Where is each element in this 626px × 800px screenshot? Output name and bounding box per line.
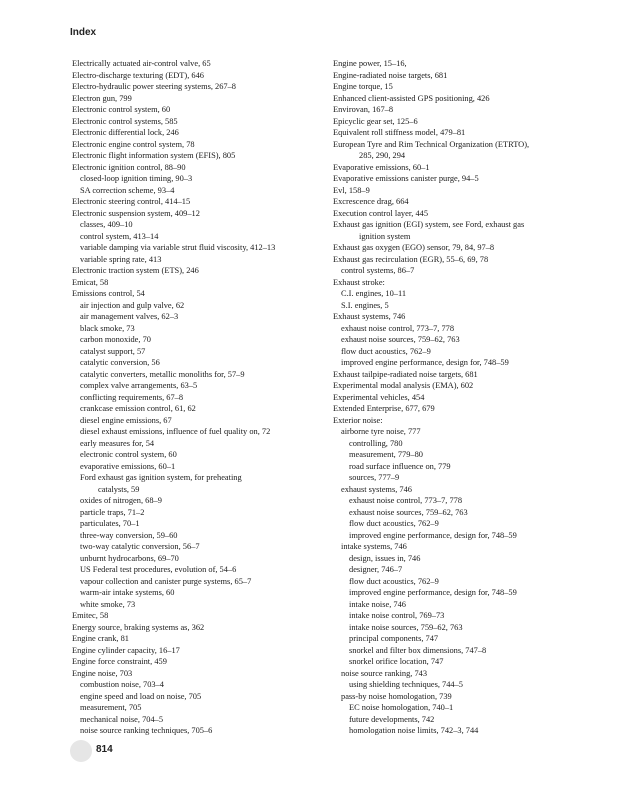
index-entry: exhaust noise sources, 759–62, 763: [341, 335, 460, 344]
index-entry: oxides of nitrogen, 68–9: [80, 496, 162, 505]
index-entry: classes, 409–10: [80, 220, 133, 229]
page-tab-marker: [70, 740, 92, 762]
index-entry: diesel exhaust emissions, influence of fuel quality on, 72: [80, 427, 271, 436]
index-entry: evaporative emissions, 60–1: [80, 461, 176, 471]
index-entry: EC noise homologation, 740–1: [349, 703, 454, 712]
index-entry: pass-by noise homologation, 739: [341, 691, 452, 701]
index-entry: Electro-discharge texturing (EDT), 646: [72, 70, 204, 80]
index-entry: diesel engine emissions, 67: [80, 415, 172, 425]
index-entry: C.I. engines, 10–11: [341, 289, 407, 298]
index-entry: crankcase emission control, 61, 62: [80, 404, 196, 413]
index-entry: intake noise control, 769–73: [349, 611, 445, 620]
index-entry: particle traps, 71–2: [80, 507, 145, 517]
index-entry: Experimental vehicles, 454: [333, 392, 425, 402]
index-entry: intake noise, 746: [349, 599, 406, 609]
index-entry: measurement, 705: [80, 703, 142, 712]
index-entry: catalytic converters, metallic monoliths for, 57–9: [80, 369, 245, 379]
index-entry: Electronic ignition control, 88–90: [72, 162, 186, 172]
index-entry: snorkel and filter box dimensions, 747–8: [349, 645, 487, 655]
index-entry: ignition system: [359, 231, 411, 241]
index-entry: conflicting requirements, 67–8: [80, 392, 184, 402]
index-entry: flow duct acoustics, 762–9: [349, 519, 439, 528]
index-entry: Electronic differential lock, 246: [72, 128, 179, 137]
index-entry: vapour collection and canister purge systems, 65–7: [80, 576, 252, 586]
index-entry: Exhaust tailpipe-radiated noise targets, 681: [333, 369, 478, 379]
index-entry: Engine torque, 15: [333, 82, 393, 91]
index-entry: Emitec, 58: [72, 611, 109, 620]
index-entry: electronic control system, 60: [80, 450, 177, 459]
index-entry: exhaust noise control, 773–7, 778: [341, 323, 455, 333]
index-entry: three-way conversion, 59–60: [80, 530, 178, 540]
index-entry: Engine noise, 703: [72, 668, 133, 678]
index-entry: airborne tyre noise, 777: [341, 427, 421, 436]
index-entry: principal components, 747: [349, 634, 439, 643]
index-entry: Ford exhaust gas ignition system, for preheating: [80, 473, 242, 482]
index-entry: Exhaust gas ignition (EGI) system, see Ford, exhaust gas: [333, 220, 525, 229]
index-entry: variable spring rate, 413: [80, 254, 162, 264]
index-entry: Energy source, braking systems as, 362: [72, 622, 205, 632]
index-entry: carbon monoxide, 70: [80, 335, 151, 344]
index-entry: Electro-hydraulic power steering systems, 267–8: [72, 82, 236, 91]
index-entry: mechanical noise, 704–5: [80, 714, 164, 724]
index-entry: control system, 413–14: [80, 231, 159, 241]
index-entry: Evl, 158–9: [333, 185, 370, 195]
index-entry: Enhanced client-assisted GPS positioning, 426: [333, 93, 490, 103]
index-entry: Engine-radiated noise targets, 681: [333, 70, 448, 80]
index-entry: road surface influence on, 779: [349, 461, 451, 471]
index-entry: 285, 290, 294: [359, 151, 406, 160]
index-entry: unburnt hydrocarbons, 69–70: [80, 553, 179, 563]
index-entry: flow duct acoustics, 762–9: [349, 576, 439, 586]
index-entry: Exhaust stroke:: [333, 277, 385, 287]
index-entry: Engine crank, 81: [72, 634, 129, 643]
index-entry: Electronic traction system (ETS), 246: [72, 266, 199, 275]
index-column-right: [333, 58, 595, 737]
index-entry: future developments, 742: [349, 714, 435, 724]
index-entry: Electrically actuated air-control valve, 65: [72, 59, 211, 68]
index-entry: catalyst support, 57: [80, 346, 146, 356]
index-entry: using shielding techniques, 744–5: [349, 680, 463, 689]
index-entry: designer, 746–7: [349, 565, 403, 574]
index-entry: exhaust systems, 746: [341, 484, 412, 494]
index-entry: Equivalent roll stiffness model, 479–81: [333, 128, 466, 137]
index-entry: white smoke, 73: [80, 599, 136, 609]
index-entry: early measures for, 54: [80, 438, 155, 448]
index-entry: Epicyclic gear set, 125–6: [333, 116, 418, 126]
index-entry: warm-air intake systems, 60: [80, 588, 175, 597]
index-entry: sources, 777–9: [349, 473, 400, 482]
index-entry: catalysts, 59: [98, 484, 140, 494]
index-entry: variable damping via variable strut fluid viscosity, 412–13: [80, 243, 276, 252]
index-entry: Electronic control system, 60: [72, 105, 171, 114]
index-entry: European Tyre and Rim Technical Organization (ETRTO),: [333, 139, 530, 149]
index-entry: intake systems, 746: [341, 542, 407, 551]
index-entry: Evaporative emissions, 60–1: [333, 162, 430, 172]
index-entry: control systems, 86–7: [341, 266, 415, 275]
index-entry: closed-loop ignition timing, 90–3: [80, 174, 193, 183]
index-entry: Emicat, 58: [72, 277, 109, 287]
index-entry: SA correction scheme, 93–4: [80, 185, 175, 195]
index-entry: snorkel orifice location, 747: [349, 657, 444, 666]
index-entry: Engine power, 15–16,: [333, 59, 407, 68]
index-entry: particulates, 70–1: [80, 519, 140, 528]
index-entry: Exhaust gas oxygen (EGO) sensor, 79, 84, 97–8: [333, 243, 495, 252]
index-entry: intake noise sources, 759–62, 763: [349, 622, 463, 632]
index-entry: Exhaust gas recirculation (EGR), 55–6, 69, 78: [333, 254, 489, 264]
index-entry: Exhaust systems, 746: [333, 312, 406, 321]
index-entry: noise source ranking techniques, 705–6: [80, 726, 213, 735]
index-entry: Experimental modal analysis (EMA), 602: [333, 381, 474, 390]
index-entry: Electronic engine control system, 78: [72, 139, 195, 149]
index-entry: Excrescence drag, 664: [333, 197, 409, 206]
index-entry: homologation noise limits, 742–3, 744: [349, 726, 479, 735]
index-entry: improved engine performance, design for, 748–59: [349, 530, 517, 540]
index-entry: air management valves, 62–3: [80, 312, 179, 321]
index-entry: improved engine performance, design for, 748–59: [349, 588, 517, 597]
index-entry: air injection and gulp valve, 62: [80, 300, 185, 310]
index-entry: noise source ranking, 743: [341, 668, 428, 678]
index-entry: S.I. engines, 5: [341, 300, 389, 310]
index-entry: Execution control layer, 445: [333, 208, 429, 218]
index-entry: two-way catalytic conversion, 56–7: [80, 542, 200, 551]
index-entry: Envirovan, 167–8: [333, 105, 394, 114]
index-entry: Electron gun, 799: [72, 93, 132, 103]
index-entry: exhaust noise sources, 759–62, 763: [349, 507, 468, 517]
index-entry: Exterior noise:: [333, 415, 383, 425]
index-entry: Electronic steering control, 414–15: [72, 197, 191, 206]
index-entry: complex valve arrangements, 63–5: [80, 381, 198, 390]
index-entry: Electronic control systems, 585: [72, 116, 178, 126]
index-entry: Extended Enterprise, 677, 679: [333, 404, 435, 413]
index-entry: catalytic conversion, 56: [80, 358, 160, 367]
index-entry: Evaporative emissions canister purge, 94–5: [333, 174, 479, 183]
index-entry: Engine force constraint, 459: [72, 657, 167, 666]
index-entry: flow duct acoustics, 762–9: [341, 346, 431, 356]
index-entry: Electronic suspension system, 409–12: [72, 208, 200, 218]
index-entry: black smoke, 73: [80, 323, 135, 333]
index-entry: Electronic flight information system (EFIS), 805: [72, 151, 236, 160]
index-entry: exhaust noise control, 773–7, 778: [349, 496, 463, 505]
page-footer: [70, 740, 130, 762]
index-entry: design, issues in, 746: [349, 553, 421, 563]
index-entry: Engine cylinder capacity, 16–17: [72, 645, 180, 655]
index-column-left: [72, 58, 322, 737]
index-entry: measurement, 779–80: [349, 450, 423, 459]
index-entry: Emissions control, 54: [72, 289, 145, 298]
running-header: Index: [70, 27, 97, 38]
index-entry: improved engine performance, design for, 748–59: [341, 358, 509, 367]
index-entry: combustion noise, 703–4: [80, 680, 164, 689]
index-entry: controlling, 780: [349, 438, 403, 448]
index-entry: engine speed and load on noise, 705: [80, 691, 202, 701]
page-number: 814: [96, 744, 113, 755]
index-entry: US Federal test procedures, evolution of, 54–6: [80, 565, 237, 574]
